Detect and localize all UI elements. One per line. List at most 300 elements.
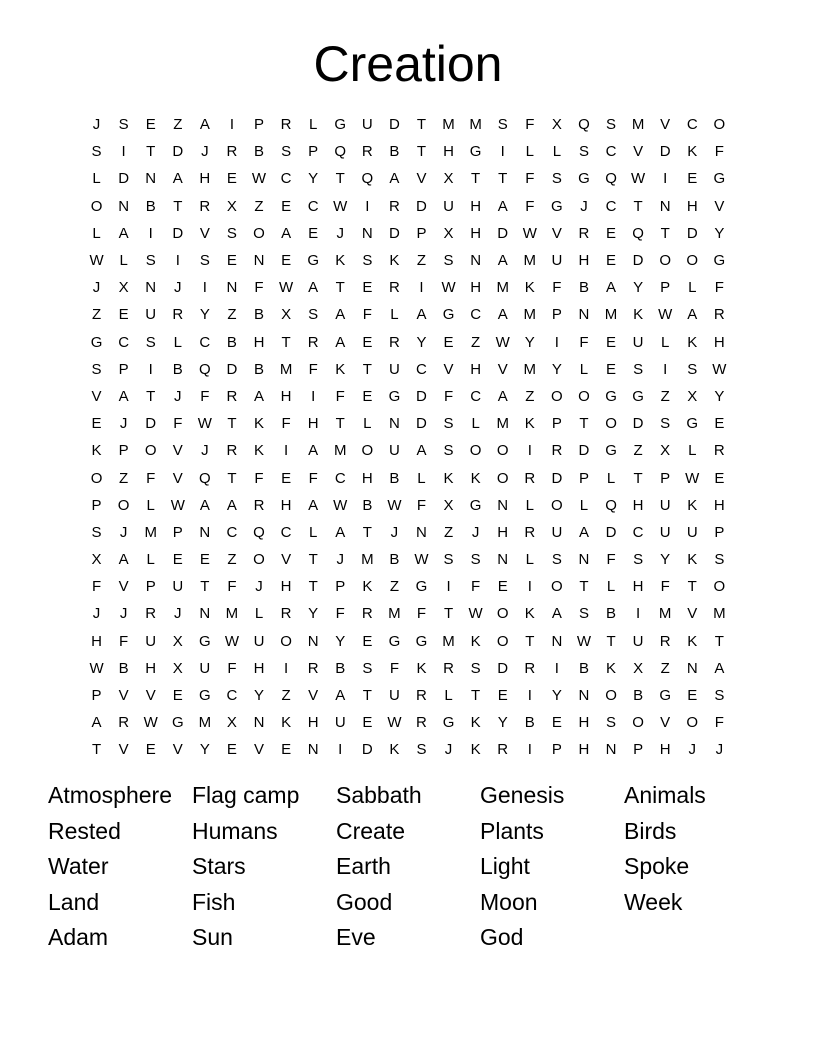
grid-letter: O — [90, 197, 103, 215]
grid-letter: R — [551, 442, 563, 460]
grid-letter: R — [713, 442, 725, 460]
grid-letter: I — [527, 687, 532, 705]
grid-letter: V — [714, 197, 725, 215]
grid-letter: U — [388, 442, 400, 460]
grid-letter: R — [388, 197, 400, 215]
grid-letter: E — [497, 578, 508, 596]
grid-letter: F — [714, 279, 724, 297]
grid-letter: Z — [416, 252, 427, 270]
grid-letter: K — [443, 469, 454, 487]
grid-letter: C — [686, 116, 698, 134]
grid-letter: O — [713, 116, 726, 134]
grid-letter: A — [308, 279, 319, 297]
grid-letter: L — [146, 551, 155, 569]
grid-letter: J — [471, 523, 480, 541]
grid-letter: O — [578, 387, 590, 405]
grid-letter: G — [171, 714, 184, 732]
grid-letter: X — [226, 197, 237, 215]
grid-letter: P — [335, 578, 346, 596]
grid-letter: H — [497, 523, 509, 541]
grid-letter: T — [362, 523, 372, 541]
grid-letter: U — [659, 523, 671, 541]
grid-letter: F — [714, 143, 724, 161]
grid-letter: A — [497, 387, 508, 405]
grid-letter: V — [199, 224, 210, 242]
grid-letter: Y — [714, 387, 725, 405]
grid-letter: M — [279, 360, 293, 378]
grid-letter: K — [416, 659, 427, 677]
grid-letter: S — [443, 252, 454, 270]
grid-letter: R — [226, 387, 238, 405]
grid-letter: P — [633, 741, 644, 759]
grid-letter: E — [606, 252, 617, 270]
grid-letter: A — [118, 224, 129, 242]
grid-letter: L — [444, 687, 453, 705]
grid-letter: P — [416, 224, 427, 242]
grid-letter: A — [308, 442, 319, 460]
grid-letter: V — [281, 551, 292, 569]
grid-letter: I — [202, 279, 207, 297]
grid-letter: V — [118, 687, 129, 705]
grid-letter: F — [552, 279, 562, 297]
grid-letter: Q — [578, 116, 590, 134]
grid-letter: U — [388, 360, 400, 378]
grid-letter: T — [471, 170, 481, 188]
grid-letter: E — [714, 469, 725, 487]
grid-letter: H — [280, 387, 292, 405]
grid-letter: W — [197, 415, 212, 433]
grid-letter: F — [525, 170, 535, 188]
grid-letter: T — [443, 605, 454, 623]
grid-letter: V — [416, 170, 427, 188]
grid-letter: S — [551, 551, 562, 569]
grid-letter: O — [144, 442, 157, 460]
grid-letter: R — [388, 279, 400, 297]
grid-row — [83, 655, 733, 682]
grid-letter: O — [496, 469, 509, 487]
grid-letter: U — [551, 252, 563, 270]
grid-letter: F — [389, 659, 399, 677]
grid-letter: E — [172, 551, 183, 569]
grid-letter: X — [443, 170, 454, 188]
grid-letter: P — [660, 469, 671, 487]
grid-letter: Y — [497, 714, 508, 732]
grid-letter: S — [714, 551, 725, 569]
grid-letter: O — [605, 687, 617, 705]
word-list-item: Adam — [48, 924, 109, 951]
word-list-item: God — [480, 924, 524, 951]
grid-row — [83, 383, 733, 410]
word-list-item: Sabbath — [336, 782, 422, 808]
grid-letter: F — [606, 551, 616, 569]
grid-letter: U — [145, 632, 157, 650]
grid-letter: F — [579, 333, 589, 351]
grid-letter: T — [660, 224, 670, 242]
grid-letter: E — [145, 741, 156, 759]
grid-letter: M — [225, 605, 239, 623]
grid-row — [83, 301, 733, 328]
grid-letter: E — [362, 333, 373, 351]
grid-letter: T — [335, 170, 345, 188]
grid-letter: D — [416, 197, 427, 215]
grid-letter: M — [442, 116, 455, 134]
grid-letter: Q — [605, 496, 617, 514]
grid-letter: X — [551, 116, 562, 134]
grid-letter: C — [226, 523, 238, 541]
grid-row — [83, 628, 733, 655]
grid-letter: E — [362, 632, 373, 650]
grid-letter: S — [362, 659, 373, 677]
grid-letter: W — [495, 333, 510, 351]
grid-letter: G — [686, 415, 699, 433]
grid-letter: O — [686, 714, 699, 732]
grid-letter: E — [362, 387, 373, 405]
grid-letter: W — [576, 632, 592, 650]
grid-letter: H — [578, 252, 590, 270]
grid-letter: R — [361, 605, 373, 623]
grid-letter: H — [686, 197, 698, 215]
grid-letter: G — [307, 252, 319, 270]
grid-letter: G — [632, 387, 644, 405]
grid-letter: Z — [119, 469, 129, 487]
grid-letter: X — [443, 224, 454, 242]
grid-letter: R — [524, 523, 536, 541]
word-list-item: Eve — [336, 924, 376, 951]
grid-letter: S — [91, 360, 102, 378]
grid-letter: S — [118, 116, 129, 134]
grid-letter: A — [199, 496, 210, 514]
grid-letter: S — [199, 252, 210, 270]
grid-letter: C — [416, 360, 427, 378]
word-list — [48, 778, 768, 956]
grid-letter: M — [523, 306, 537, 324]
grid-row — [83, 274, 733, 301]
grid-letter: G — [605, 387, 617, 405]
grid-letter: S — [145, 333, 156, 351]
grid-letter: V — [660, 116, 671, 134]
grid-letter: T — [633, 469, 643, 487]
grid-letter: I — [554, 659, 559, 677]
grid-letter: K — [687, 333, 698, 351]
grid-letter: X — [281, 306, 292, 324]
grid-letter: W — [143, 714, 158, 732]
grid-letter: D — [361, 741, 373, 759]
grid-letter: S — [226, 224, 237, 242]
grid-letter: J — [444, 741, 453, 759]
grid-letter: G — [199, 687, 211, 705]
grid-letter: Y — [308, 605, 319, 623]
grid-letter: N — [199, 605, 211, 623]
grid-letter: I — [338, 741, 343, 759]
grid-letter: J — [174, 605, 182, 623]
grid-letter: A — [551, 605, 562, 623]
grid-letter: T — [227, 415, 237, 433]
grid-letter: L — [471, 415, 480, 433]
grid-letter: N — [226, 279, 238, 297]
grid-letter: Q — [632, 224, 644, 242]
grid-letter: J — [336, 224, 344, 242]
grid-letter: I — [229, 116, 235, 134]
grid-letter: E — [497, 687, 508, 705]
grid-letter: O — [632, 714, 644, 732]
grid-letter: U — [172, 578, 184, 596]
grid-letter: T — [416, 143, 427, 161]
grid-letter: O — [117, 496, 130, 514]
grid-letter: R — [443, 659, 454, 677]
grid-letter: Q — [199, 469, 211, 487]
grid-letter: Y — [254, 687, 265, 705]
grid-letter: T — [362, 687, 372, 705]
grid-letter: Z — [471, 333, 481, 351]
grid-letter: X — [687, 387, 698, 405]
grid-letter: A — [416, 442, 427, 460]
grid-letter: F — [362, 306, 372, 324]
grid-letter: F — [308, 469, 318, 487]
grid-letter: U — [659, 496, 671, 514]
grid-letter: B — [118, 659, 129, 677]
grid-letter: A — [199, 116, 210, 134]
grid-letter: H — [470, 224, 482, 242]
grid-letter: K — [389, 252, 400, 270]
grid-letter: V — [633, 143, 644, 161]
grid-letter: I — [500, 143, 505, 161]
grid-letter: M — [144, 523, 157, 541]
grid-letter: K — [254, 415, 265, 433]
grid-letter: S — [443, 415, 454, 433]
grid-letter: G — [442, 306, 455, 324]
grid-letter: K — [687, 632, 698, 650]
word-list-item: Earth — [336, 853, 391, 880]
grid-letter: E — [606, 360, 617, 378]
grid-letter: S — [145, 252, 156, 270]
grid-row — [83, 437, 733, 464]
grid-letter: G — [388, 632, 401, 650]
grid-letter: K — [470, 741, 481, 759]
grid-letter: W — [522, 224, 537, 242]
grid-letter: E — [714, 415, 725, 433]
grid-letter: V — [551, 224, 562, 242]
grid-letter: O — [551, 578, 563, 596]
grid-letter: H — [470, 360, 482, 378]
grid-letter: O — [361, 442, 374, 460]
grid-letter: E — [362, 714, 373, 732]
grid-letter: D — [145, 415, 157, 433]
grid-letter: I — [663, 360, 668, 378]
grid-letter: R — [659, 632, 671, 650]
grid-letter: H — [443, 143, 454, 161]
grid-letter: R — [524, 469, 536, 487]
grid-letter: F — [416, 605, 427, 623]
grid-letter: T — [308, 551, 318, 569]
grid-letter: N — [388, 415, 400, 433]
grid-letter: Z — [227, 551, 237, 569]
grid-letter: C — [307, 197, 319, 215]
grid-letter: V — [172, 469, 183, 487]
grid-letter: N — [578, 306, 590, 324]
grid-letter: I — [148, 360, 153, 378]
grid-letter: Y — [660, 551, 671, 569]
grid-letter: S — [470, 551, 481, 569]
grid-row — [83, 356, 733, 383]
grid-row — [83, 519, 733, 546]
grid-row — [83, 220, 733, 247]
grid-letter: C — [605, 197, 617, 215]
grid-letter: E — [606, 224, 617, 242]
grid-letter: V — [497, 360, 508, 378]
grid-letter: V — [172, 442, 183, 460]
grid-letter: L — [390, 306, 399, 324]
grid-letter: A — [578, 523, 589, 541]
grid-letter: H — [280, 496, 292, 514]
grid-letter: M — [713, 605, 726, 623]
grid-letter: H — [199, 170, 211, 188]
word-list-item: Genesis — [480, 782, 565, 808]
grid-letter: U — [253, 632, 265, 650]
grid-letter: I — [446, 578, 451, 596]
grid-letter: J — [255, 578, 263, 596]
grid-letter: J — [174, 279, 182, 297]
grid-row — [83, 546, 733, 573]
grid-letter: Z — [389, 578, 399, 596]
grid-letter: G — [659, 687, 672, 705]
grid-letter: G — [415, 632, 428, 650]
grid-letter: T — [146, 143, 156, 161]
grid-letter: A — [416, 306, 427, 324]
grid-letter: E — [606, 333, 617, 351]
grid-letter: T — [335, 415, 345, 433]
grid-row — [83, 410, 733, 437]
word-list-item: Good — [336, 888, 393, 915]
grid-letter: O — [659, 252, 672, 270]
grid-letter: L — [92, 224, 101, 242]
grid-letter: A — [389, 170, 400, 188]
grid-letter: X — [226, 714, 237, 732]
grid-letter: C — [470, 306, 482, 324]
grid-letter: L — [308, 116, 318, 134]
grid-row — [83, 329, 733, 356]
grid-letter: N — [118, 197, 130, 215]
grid-letter: Q — [253, 523, 265, 541]
grid-letter: O — [469, 442, 482, 460]
grid-letter: H — [713, 333, 725, 351]
grid-letter: B — [226, 333, 237, 351]
grid-letter: L — [525, 496, 534, 514]
grid-letter: J — [92, 116, 101, 134]
grid-letter: T — [200, 578, 210, 596]
grid-letter: E — [687, 687, 698, 705]
grid-letter: P — [551, 741, 562, 759]
grid-letter: R — [226, 442, 238, 460]
grid-letter: A — [118, 551, 129, 569]
grid-letter: K — [606, 659, 617, 677]
grid-letter: K — [389, 741, 400, 759]
puzzle-title: Creation — [313, 36, 503, 92]
grid-letter: R — [416, 714, 427, 732]
grid-letter: S — [687, 360, 698, 378]
grid-letter: M — [658, 605, 672, 623]
grid-letter: R — [199, 197, 211, 215]
grid-letter: Z — [660, 387, 670, 405]
grid-letter: M — [496, 279, 509, 297]
grid-letter: V — [118, 578, 129, 596]
grid-letter: L — [254, 605, 264, 623]
grid-letter: N — [307, 632, 319, 650]
grid-letter: N — [551, 632, 563, 650]
grid-letter: L — [173, 333, 182, 351]
grid-letter: T — [227, 469, 237, 487]
grid-letter: J — [715, 741, 724, 759]
word-list-item: Stars — [192, 853, 246, 880]
grid-letter: S — [416, 741, 427, 759]
grid-letter: C — [118, 333, 130, 351]
grid-letter: O — [496, 632, 509, 650]
grid-letter: O — [253, 551, 265, 569]
grid-letter: R — [578, 224, 590, 242]
grid-letter: L — [661, 333, 670, 351]
grid-letter: K — [524, 415, 535, 433]
grid-letter: S — [497, 116, 508, 134]
grid-letter: P — [714, 523, 725, 541]
grid-letter: O — [280, 632, 292, 650]
grid-letter: K — [91, 442, 102, 460]
grid-letter: B — [578, 659, 589, 677]
grid-letter: A — [714, 659, 725, 677]
grid-letter: N — [416, 523, 427, 541]
grid-letter: B — [578, 279, 589, 297]
grid-letter: I — [636, 605, 641, 623]
grid-letter: M — [361, 551, 374, 569]
grid-letter: Z — [525, 387, 535, 405]
grid-letter: V — [91, 387, 102, 405]
grid-letter: H — [578, 714, 590, 732]
grid-letter: T — [173, 197, 183, 215]
grid-letter: J — [201, 442, 209, 460]
grid-letter: X — [660, 442, 671, 460]
grid-letter: T — [714, 632, 724, 650]
grid-letter: W — [333, 197, 348, 215]
grid-letter: O — [686, 252, 699, 270]
grid-letter: D — [388, 116, 400, 134]
grid-letter: H — [253, 659, 265, 677]
grid-letter: H — [470, 279, 482, 297]
grid-letter: A — [172, 170, 183, 188]
grid-letter: M — [442, 632, 455, 650]
grid-letter: E — [281, 741, 292, 759]
grid-letter: T — [525, 632, 535, 650]
grid-letter: B — [254, 306, 265, 324]
grid-letter: L — [525, 551, 534, 569]
grid-letter: S — [362, 252, 373, 270]
grid-letter: V — [118, 741, 129, 759]
grid-letter: R — [361, 143, 373, 161]
grid-letter: M — [523, 252, 537, 270]
grid-letter: W — [387, 496, 402, 514]
grid-letter: F — [471, 578, 481, 596]
grid-letter: D — [497, 224, 509, 242]
grid-letter: K — [687, 551, 698, 569]
grid-letter: E — [308, 224, 319, 242]
word-list-item: Create — [336, 817, 406, 844]
grid-letter: P — [118, 360, 129, 378]
grid-letter: I — [663, 170, 668, 188]
grid-letter: P — [145, 578, 156, 596]
grid-letter: M — [631, 116, 645, 134]
grid-letter: F — [308, 360, 318, 378]
grid-letter: H — [307, 415, 319, 433]
grid-letter: K — [470, 714, 481, 732]
grid-letter: L — [579, 496, 589, 514]
grid-letter: C — [632, 523, 644, 541]
